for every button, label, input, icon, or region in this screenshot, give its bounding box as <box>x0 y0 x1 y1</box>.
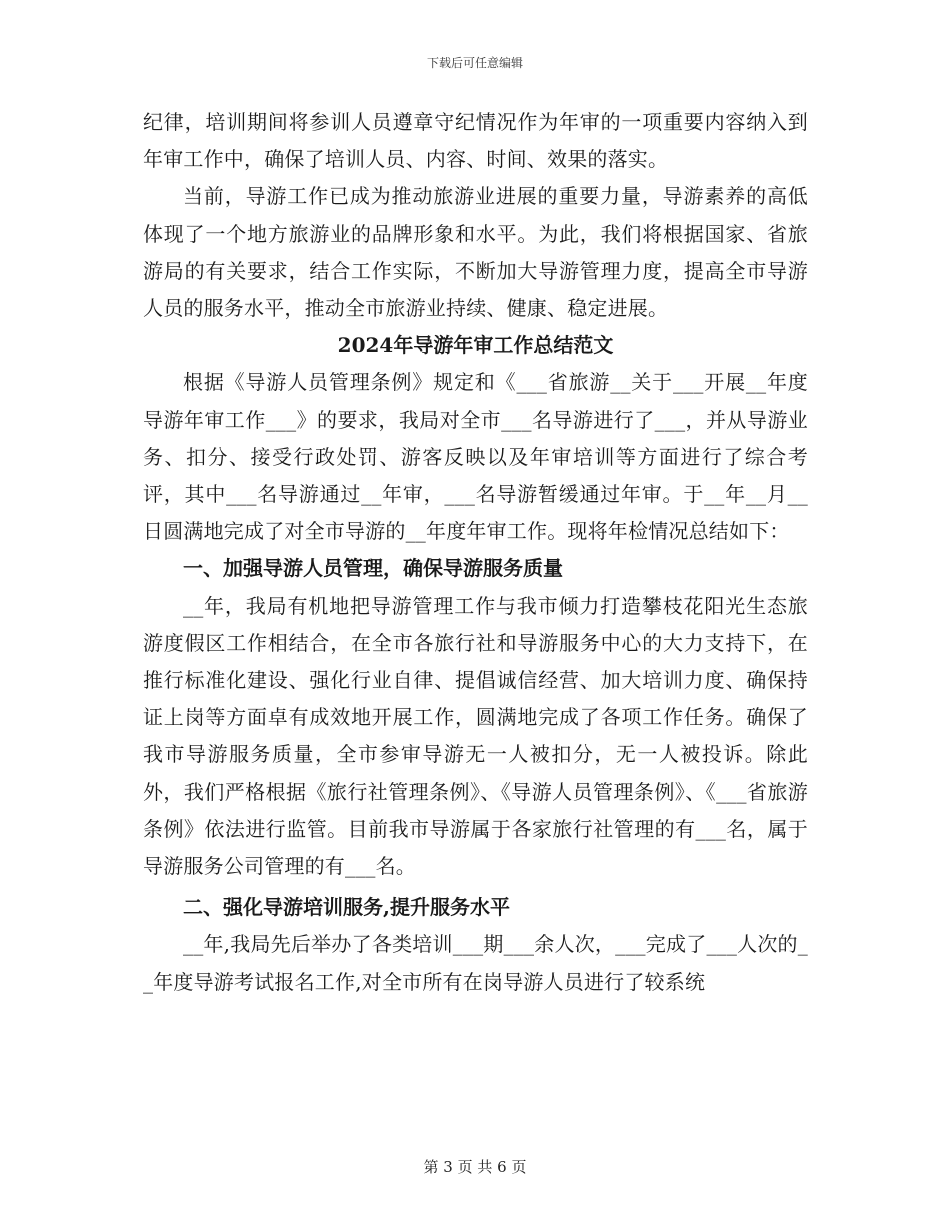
header-note: 下载后可任意编辑 <box>426 56 523 70</box>
document-body <box>143 104 808 1001</box>
section-heading-1: 一、加强导游人员管理，确保导游服务质量 <box>183 556 563 581</box>
page-number: 第 3 页 共 6 页 <box>423 1158 527 1176</box>
document-title: 2024年导游年审工作总结范文 <box>337 333 614 358</box>
paragraph-3: 根据《导游人员管理条例》规定和《___省旅游__关于___开展__年度导游年审工作___》的要求，我局对全市___名导游进行了___，并从导游业务、扣分、接受行政处罚、游客反映以及年审培训等方面进行了综合考评，其中___名导游通过__年审，___名导游暂缓通过年审。于__年__月__日圆满地完成了对全市导游的__年度年审工作。现将年检情况总结如下： <box>143 370 808 544</box>
section-heading-2: 二、强化导游培训服务,提升服务水平 <box>183 895 510 920</box>
paragraph-1: 纪律，培训期间将参训人员遵章守纪情况作为年审的一项重要内容纳入到年审工作中，确保了培训人员、内容、时间、效果的落实。 <box>143 110 808 172</box>
paragraph-2: 当前，导游工作已成为推动旅游业进展的重要力量，导游素养的高低体现了一个地方旅游业的品牌形象和水平。为此，我们将根据国家、省旅游局的有关要求，结合工作实际，不断加大导游管理力度，提高全市导游人员的服务水平，推动全市旅游业持续、健康、稳定进展。 <box>143 184 808 321</box>
paragraph-5: __年,我局先后举办了各类培训___期___余人次，___完成了___人次的__年度导游考试报名工作,对全市所有在岗导游人员进行了较系统 <box>143 932 808 994</box>
paragraph-4: __年，我局有机地把导游管理工作与我市倾力打造攀枝花阳光生态旅游度假区工作相结合，在全市各旅行社和导游服务中心的大力支持下，在推行标准化建设、强化行业自律、提倡诚信经营、加大培训力度、确保持证上岗等方面卓有成效地开展工作，圆满地完成了各项工作任务。确保了我市导游服务质量，全市参审导游无一人被扣分，无一人被投诉。除此外，我们严格根据《旅行社管理条例》、《导游人员管理条例》、《___省旅游条例》依法进行监管。目前我市导游属于各家旅行社管理的有___名，属于导游服务公司管理的有___名。 <box>143 593 808 879</box>
